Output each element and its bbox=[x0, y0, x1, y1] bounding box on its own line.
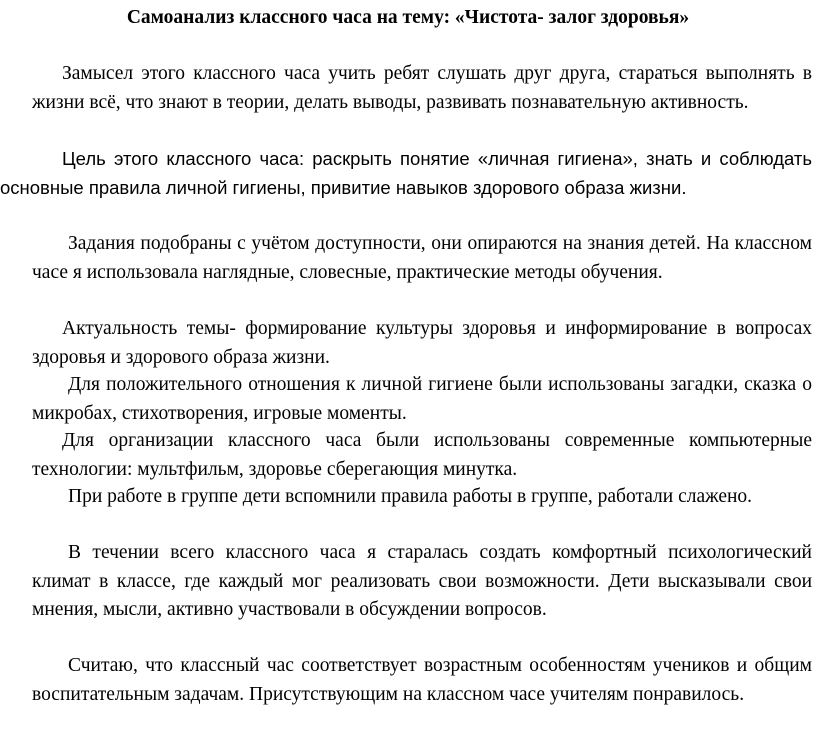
paragraph-tasks: Задания подобраны с учётом доступности, они опираются на знания детей. На классном часе я использовала наглядные, словесные, практические методы обучения. bbox=[32, 233, 812, 283]
paragraph-technologies: Для организации классного часа были использованы современные компьютерные технологии: мультфильм, здоровье сберегающия минутка. bbox=[32, 430, 812, 480]
paragraph-climate: В течении всего классного часа я старалась создать комфортный психологический климат в классе, где каждый мог реализовать свои возможности. Дети высказывали свои мнения, мысли, активно участвовали в обсуждении вопросов. bbox=[32, 542, 812, 620]
paragraph-relevance: Актуальность темы- формирование культуры здоровья и информирование в вопросах здоровья и здорового образа жизни. bbox=[32, 318, 812, 368]
paragraph-group-work: При работе в группе дети вспомнили правила работы в группе, работали слажено. bbox=[68, 486, 753, 507]
paragraph-attitude: Для положительного отношения к личной гигиене были использованы загадки, сказка о микробах, стихотворения, игровые моменты. bbox=[32, 374, 812, 424]
paragraph-concept: Замысел этого классного часа учить ребят слушать друг друга, стараться выполнять в жизни всё, что знают в теории, делать выводы, развивать познавательную активность. bbox=[32, 63, 812, 113]
paragraph-goal: Цель этого классного часа: раскрыть понятие «личная гигиена», знать и соблюдать основные правила личной гигиены, привитие навыков здорового образа жизни. bbox=[0, 148, 812, 198]
document-title: Самоанализ классного часа на тему: «Чистота- залог здоровья» bbox=[126, 7, 690, 28]
paragraph-conclusion: Считаю, что классный час соответствует возрастным особенностям учеников и общим воспитательным задачам. Присутствующим на классном часе учителям понравилось. bbox=[32, 655, 812, 705]
